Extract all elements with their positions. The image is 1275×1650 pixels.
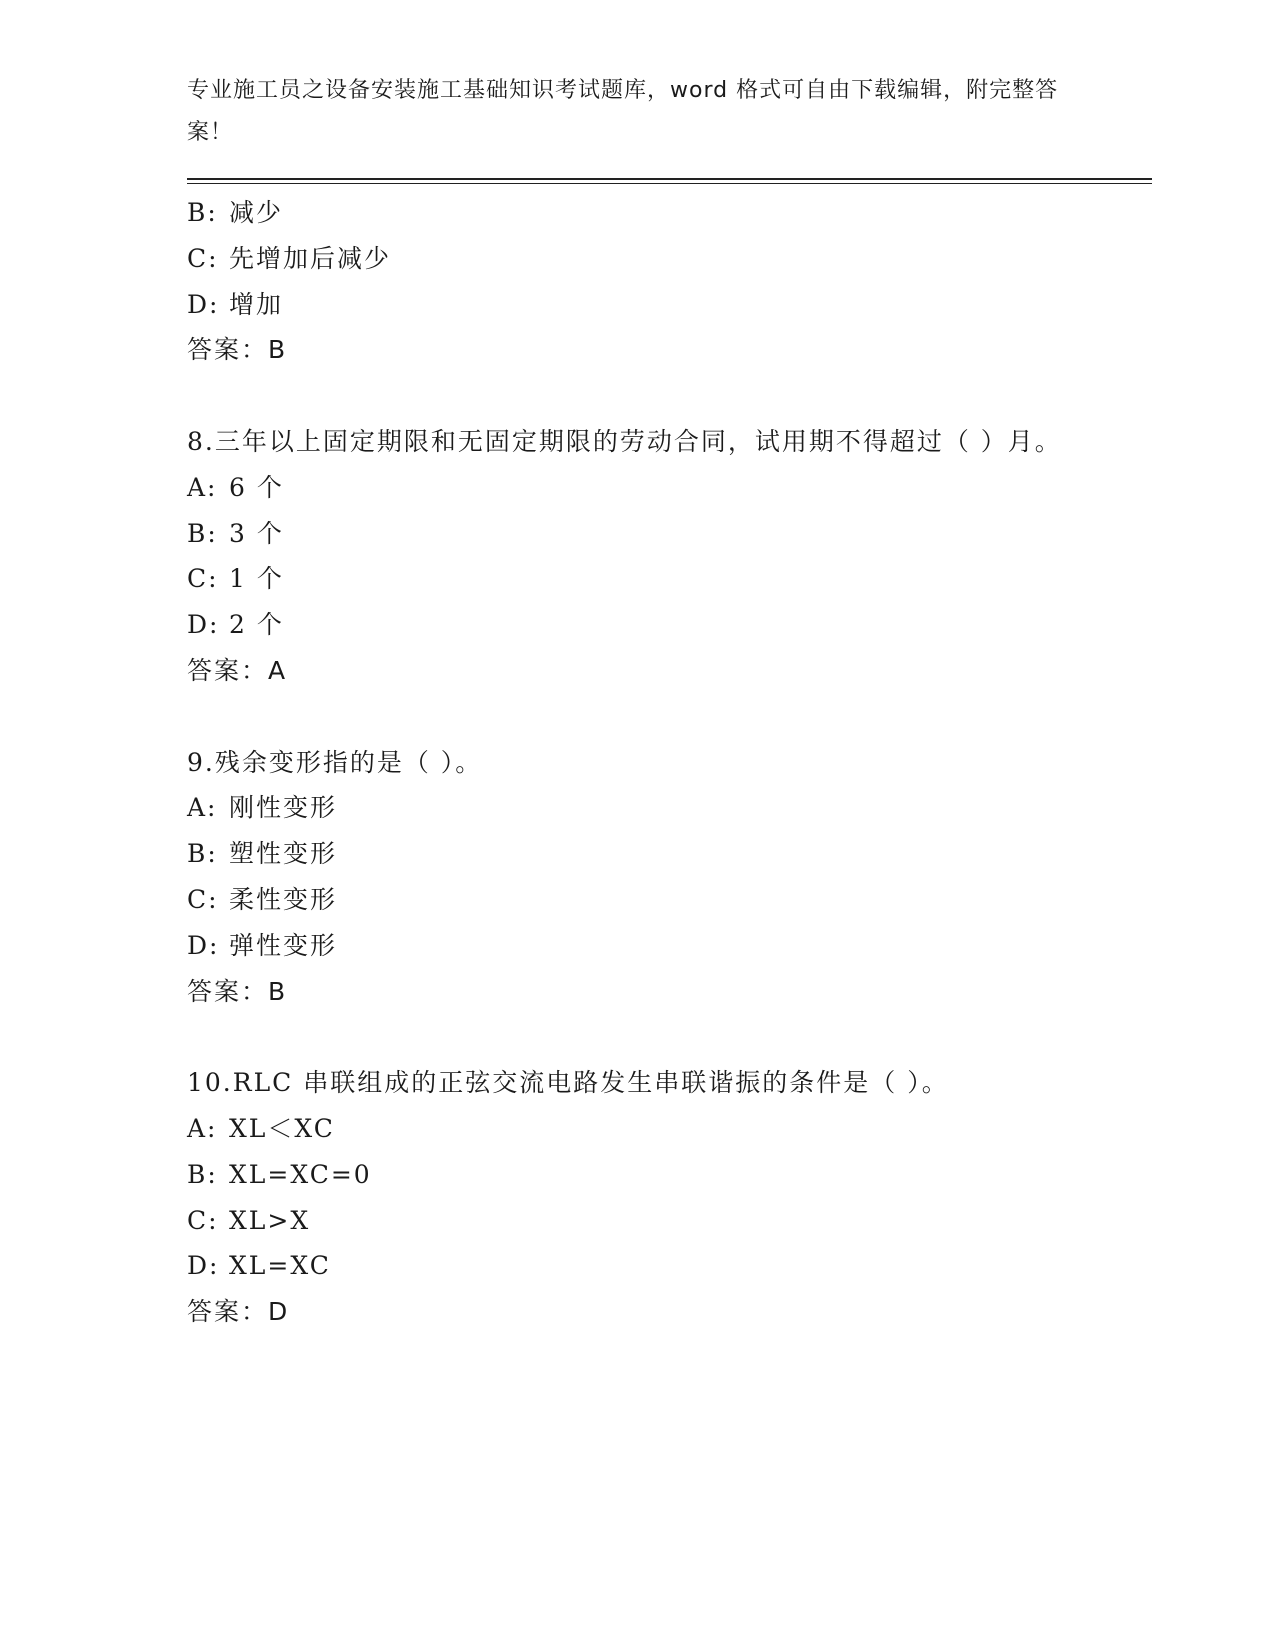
option-text: 塑性变形: [229, 839, 338, 869]
option-text: 减少: [229, 198, 284, 227]
option-text: XL=XC=0: [229, 1159, 372, 1189]
option-letter: C:: [187, 564, 219, 594]
document-header: 专业施工员之设备安装施工基础知识考试题库，word 格式可自由下载编辑，附完整答案！: [187, 78, 1059, 145]
option-b: [187, 831, 1087, 877]
question-text: 10.RLC 串联组成的正弦交流电路发生串联谐振的条件是（ ）。: [187, 1068, 949, 1098]
document-body: [187, 190, 1087, 1335]
option-text: 2 个: [229, 610, 284, 640]
question-fragment: [187, 190, 1087, 373]
option-letter: A:: [187, 1113, 218, 1143]
option-d: [187, 602, 1087, 648]
question-text: 8.三年以上固定期限和无固定期限的劳动合同，试用期不得超过（ ）月。: [187, 426, 1062, 456]
option-letter: A:: [187, 472, 218, 502]
option-a: [187, 785, 1087, 831]
answer: 答案：A: [187, 655, 288, 685]
option-a: [187, 1106, 1087, 1152]
answer: 答案：B: [187, 976, 288, 1006]
question-9: [187, 740, 1087, 1015]
option-text: XL=XC: [229, 1251, 331, 1281]
option-letter: D:: [187, 1251, 220, 1281]
option-letter: C:: [187, 884, 219, 914]
option-text: 弹性变形: [229, 930, 338, 960]
spacer: [187, 373, 1087, 419]
header-rule-thick: [187, 178, 1152, 180]
option-text: XL>X: [229, 1205, 311, 1235]
option-text: 柔性变形: [229, 884, 338, 914]
option-letter: B:: [187, 518, 218, 548]
answer: 答案：D: [187, 1297, 290, 1327]
option-c: [187, 236, 1087, 282]
option-text: 刚性变形: [229, 793, 338, 823]
option-b: [187, 511, 1087, 557]
header-rule-thin: [187, 183, 1152, 184]
option-letter: D:: [187, 289, 220, 319]
option-text: 6 个: [229, 472, 284, 502]
option-d: [187, 282, 1087, 328]
option-letter: D:: [187, 930, 220, 960]
option-b: [187, 190, 1087, 236]
option-letter: C:: [187, 243, 219, 273]
option-text: 1 个: [229, 564, 284, 594]
option-text: 增加: [229, 289, 284, 319]
question-8: [187, 419, 1087, 694]
option-c: [187, 556, 1087, 602]
spacer: [187, 1014, 1087, 1060]
option-d: [187, 1243, 1087, 1289]
option-letter: B:: [187, 839, 218, 869]
option-c: [187, 877, 1087, 923]
option-letter: C:: [187, 1205, 219, 1235]
answer: 答案：B: [187, 335, 288, 365]
option-letter: A:: [187, 793, 218, 823]
option-letter: B:: [187, 1159, 218, 1189]
option-d: [187, 923, 1087, 969]
option-letter: D:: [187, 610, 220, 640]
option-b: [187, 1152, 1087, 1198]
option-text: 先增加后减少: [229, 243, 392, 273]
spacer: [187, 694, 1087, 740]
option-a: [187, 465, 1087, 511]
question-10: [187, 1060, 1087, 1335]
option-text: XL＜XC: [229, 1113, 335, 1143]
option-letter: B:: [187, 198, 218, 227]
option-c: [187, 1198, 1087, 1244]
question-text: 9.残余变形指的是（ ）。: [187, 747, 483, 777]
option-text: 3 个: [229, 518, 284, 548]
